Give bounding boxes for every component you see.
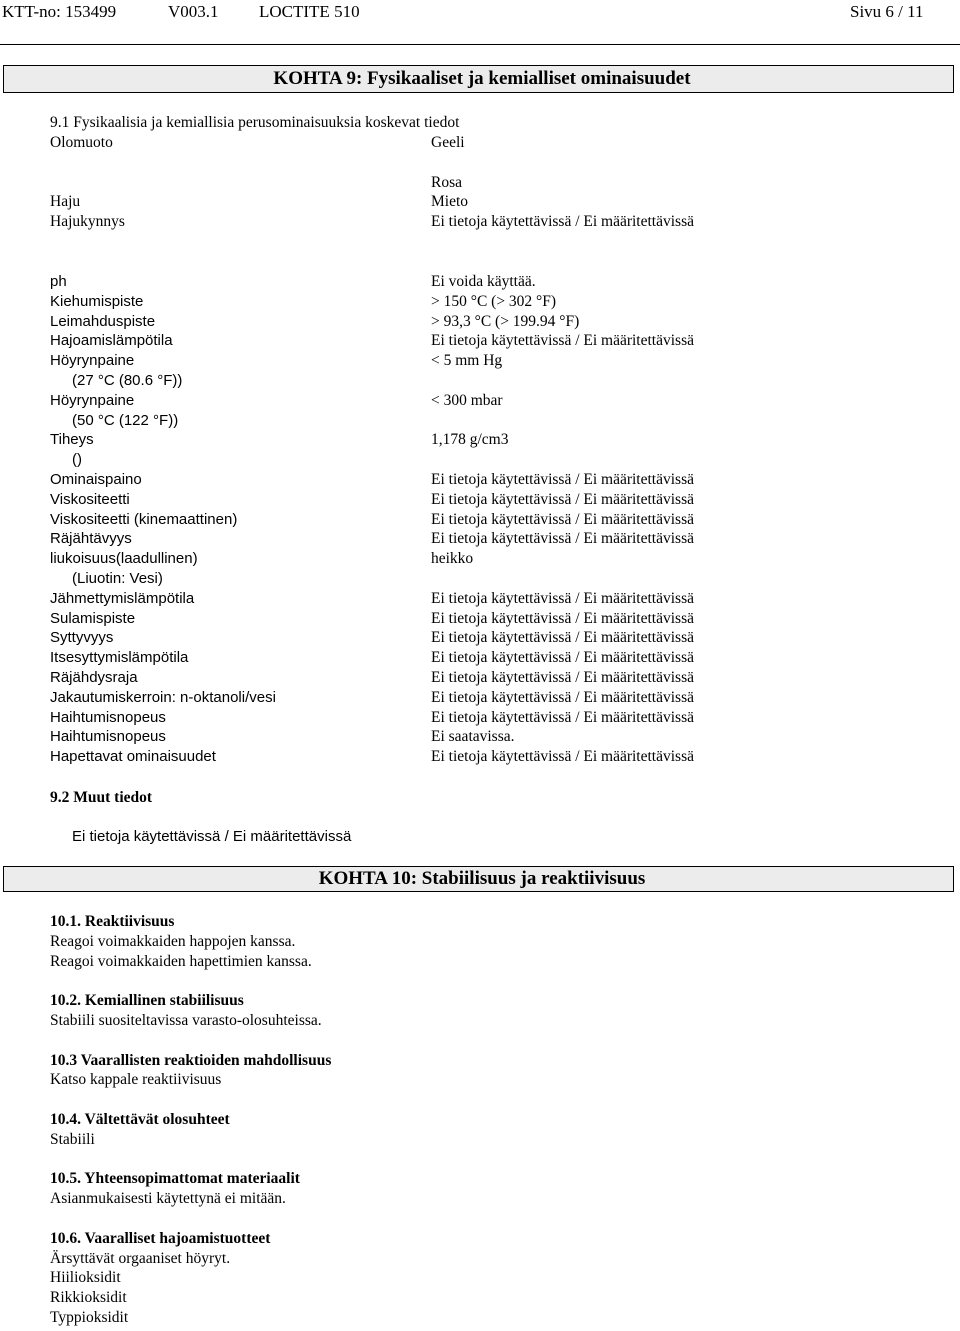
property-row: [0, 351, 960, 371]
subsection-heading: 10.5. Yhteensopimattomat materiaalit: [50, 1170, 300, 1188]
property-value: Ei tietoja käytettävissä / Ei määritettävissä: [431, 471, 694, 488]
property-label: Itsesyttymislämpötila: [50, 649, 189, 667]
product-name: LOCTITE 510: [259, 2, 360, 21]
subsection-text: Typpioksidit: [50, 1309, 129, 1326]
property-label: ph: [50, 273, 67, 290]
olomuoto-value: Geeli: [431, 134, 465, 151]
property-label: Viskositeetti: [50, 490, 130, 508]
haju-value: Mieto: [431, 193, 469, 210]
property-value: < 5 mm Hg: [431, 352, 503, 370]
property-label: Höyrynpaine: [50, 352, 135, 370]
property-value: Ei tietoja käytettävissä / Ei määritettävissä: [431, 332, 694, 350]
property-row: [0, 708, 960, 728]
property-value: < 300 mbar: [431, 391, 503, 409]
subsection-text: Reagoi voimakkaiden hapettimien kanssa.: [50, 952, 312, 970]
property-value: Ei saatavissa.: [431, 728, 515, 746]
subsection-heading: 10.4. Vältettävät olosuhteet: [50, 1111, 230, 1128]
property-value: Ei voida käyttää.: [431, 273, 536, 290]
property-label: (): [72, 451, 82, 469]
property-row: [0, 470, 960, 490]
property-row: [0, 510, 960, 530]
property-row: [0, 391, 960, 411]
property-label: Hajoamislämpötila: [50, 332, 173, 350]
subsection-9-1-title: 9.1 Fysikaalisia ja kemiallisia perusominaisuuksia koskevat tiedot: [50, 114, 460, 131]
property-label: Jähmettymislämpötila: [50, 589, 195, 607]
property-label: Sulamispiste: [50, 609, 136, 627]
property-label: Höyrynpaine: [50, 391, 135, 409]
property-row: [0, 411, 960, 431]
subsection-text: Hiilioksidit: [50, 1269, 121, 1287]
property-row: [0, 727, 960, 747]
property-value: Ei tietoja käytettävissä / Ei määritettävissä: [431, 748, 694, 766]
property-label: Räjähdysraja: [50, 669, 138, 686]
property-label: Jakautumiskerroin: n-oktanoli/vesi: [50, 688, 276, 706]
property-label: liukoisuus(laadullinen): [50, 550, 198, 568]
property-label: Räjähtävyys: [50, 530, 132, 548]
property-label: Kiehumispiste: [50, 292, 144, 310]
subsection-heading: 10.1. Reaktiivisuus: [50, 913, 175, 930]
property-row: [0, 668, 960, 688]
property-label: (Liuotin: Vesi): [72, 570, 163, 587]
property-row: [0, 549, 960, 569]
property-row: [0, 430, 960, 450]
property-row: [0, 272, 960, 292]
property-row: [0, 331, 960, 351]
property-value: > 150 °C (> 302 °F): [431, 292, 557, 310]
subsection-text: Asianmukaisesti käytettynä ei mitään.: [50, 1190, 286, 1208]
muut-tiedot-value: Ei tietoja käytettävissä / Ei määritettävissä: [72, 828, 352, 845]
property-value: Ei tietoja käytettävissä / Ei määritettävissä: [431, 649, 694, 667]
subsection-text: Reagoi voimakkaiden happojen kanssa.: [50, 932, 296, 950]
property-value: Ei tietoja käytettävissä / Ei määritettävissä: [431, 688, 694, 706]
property-value: Ei tietoja käytettävissä / Ei määritettävissä: [431, 609, 694, 627]
subsection-text: Katso kappale reaktiivisuus: [50, 1071, 222, 1089]
header-rule: [0, 44, 960, 45]
property-value: Ei tietoja käytettävissä / Ei määritettävissä: [431, 589, 694, 607]
property-label: Ominaispaino: [50, 471, 142, 488]
hajukynnys-label: Hajukynnys: [50, 213, 125, 230]
subsection-heading: 10.3 Vaarallisten reaktioiden mahdollisuus: [50, 1051, 332, 1069]
ktt-number: KTT-no: 153499: [2, 2, 117, 21]
property-label: Viskositeetti (kinemaattinen): [50, 510, 238, 528]
property-row: [0, 490, 960, 510]
subsection-text: Ärsyttävät orgaaniset höyryt.: [50, 1249, 231, 1267]
property-value: 1,178 g/cm3: [431, 431, 509, 449]
property-label: Tiheys: [50, 431, 94, 449]
property-value: Ei tietoja käytettävissä / Ei määritettävissä: [431, 708, 694, 726]
property-value: heikko: [431, 550, 474, 568]
subsection-heading: 10.6. Vaaralliset hajoamistuotteet: [50, 1229, 271, 1247]
property-row: [0, 312, 960, 332]
property-value: Ei tietoja käytettävissä / Ei määritettävissä: [431, 669, 694, 686]
property-row: [0, 569, 960, 589]
property-row: [0, 292, 960, 312]
property-value: Ei tietoja käytettävissä / Ei määritettävissä: [431, 490, 694, 508]
haju-label: Haju: [50, 193, 81, 210]
property-label: (27 °C (80.6 °F)): [72, 372, 183, 389]
property-row: [0, 529, 960, 549]
property-value: Ei tietoja käytettävissä / Ei määritettävissä: [431, 629, 694, 647]
property-label: (50 °C (122 °F)): [72, 411, 179, 429]
section10-title: KOHTA 10: Stabiilisuus ja reaktiivisuus: [318, 868, 646, 889]
property-value: Ei tietoja käytettävissä / Ei määritettävissä: [431, 510, 694, 528]
subsection-text: Stabiili suositeltavissa varasto-olosuhteissa.: [50, 1012, 322, 1029]
olomuoto-label: Olomuoto: [50, 134, 113, 151]
property-row: [0, 747, 960, 767]
property-label: Syttyvyys: [50, 629, 114, 647]
property-label: Haihtumisnopeus: [50, 708, 166, 726]
property-row: [0, 648, 960, 668]
property-label: Leimahduspiste: [50, 312, 156, 330]
property-row: [0, 450, 960, 470]
subsection-text: Stabiili: [50, 1130, 95, 1148]
subsection-text: Rikkioksidit: [50, 1289, 127, 1307]
hajukynnys-value: Ei tietoja käytettävissä / Ei määritettävissä: [431, 213, 694, 230]
property-value: > 93,3 °C (> 199.94 °F): [431, 312, 580, 330]
version: V003.1: [168, 2, 219, 21]
property-value: Ei tietoja käytettävissä / Ei määritettävissä: [431, 530, 694, 548]
property-row: [0, 609, 960, 629]
section9-bar: [3, 65, 954, 93]
property-row: [0, 628, 960, 648]
property-row: [0, 371, 960, 391]
property-row: [0, 688, 960, 708]
property-row: [0, 589, 960, 609]
property-label: Hapettavat ominaisuudet: [50, 748, 216, 766]
property-label: Haihtumisnopeus: [50, 728, 166, 746]
subsection-9-2-title: 9.2 Muut tiedot: [50, 789, 153, 806]
section10-bar: [3, 866, 954, 892]
section9-title: KOHTA 9: Fysikaaliset ja kemialliset ominaisuudet: [273, 68, 691, 89]
color-value: Rosa: [431, 174, 462, 191]
page-number: Sivu 6 / 11: [850, 2, 924, 21]
subsection-heading: 10.2. Kemiallinen stabiilisuus: [50, 992, 244, 1010]
